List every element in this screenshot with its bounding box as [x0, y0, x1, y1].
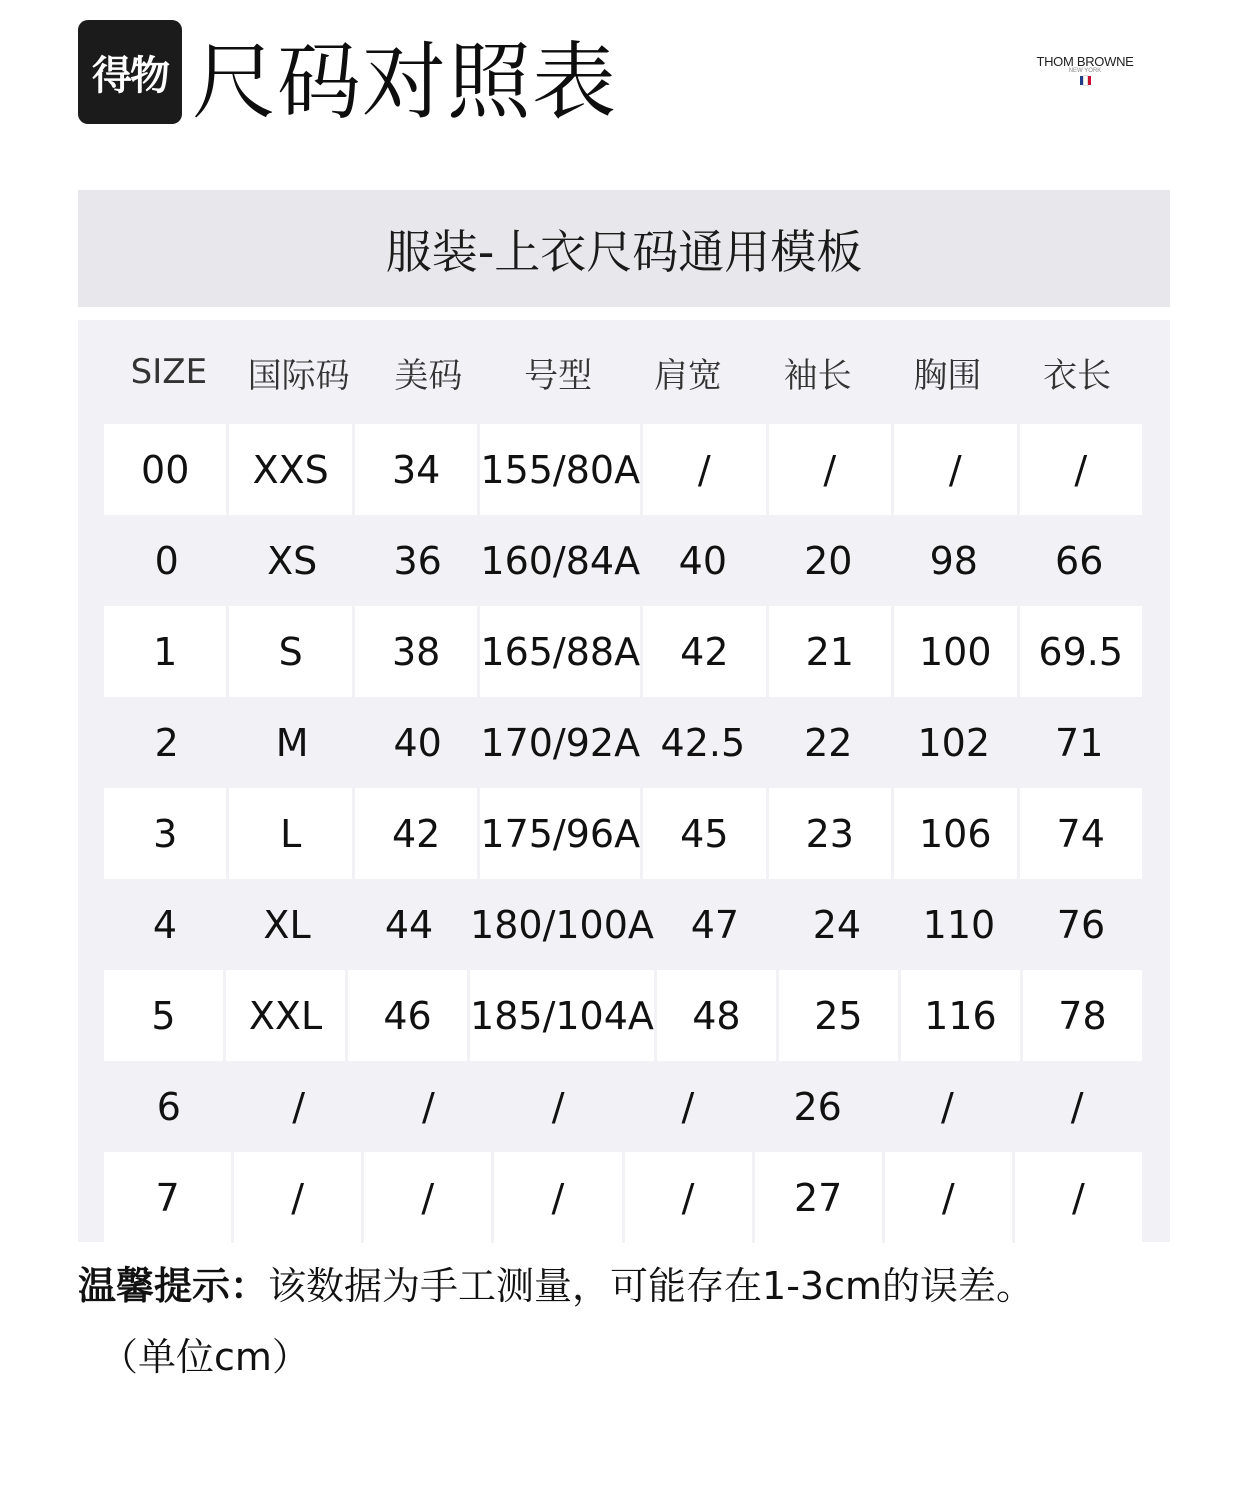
header-size: SIZE [130, 352, 208, 392]
table-cell: 40 [393, 720, 442, 765]
table-cell: / [894, 424, 1019, 515]
header-sleeve: 袖长 [783, 355, 852, 396]
table-cell: 7 [104, 1152, 234, 1243]
table-row [104, 606, 1142, 697]
table-cell: 106 [894, 788, 1019, 879]
table-cell: 36 [393, 538, 442, 583]
table-cell: / [643, 424, 768, 515]
header-chest: 胸围 [913, 355, 982, 396]
table-cell: 110 [922, 902, 996, 947]
table-cell: 44 [384, 902, 434, 947]
table-cell: 00 [104, 424, 229, 515]
header-model: 号型 [524, 355, 593, 396]
table-cell: 102 [917, 720, 991, 765]
table-cell: XS [267, 538, 318, 583]
table-cell: 45 [643, 788, 768, 879]
table-row [104, 424, 1142, 515]
section-title: 服装-上衣尺码通用模板 [385, 224, 863, 279]
app-logo [78, 20, 182, 124]
table-cell: 46 [348, 970, 470, 1061]
table-cell: 42.5 [660, 720, 746, 765]
table-cell: 180/100A [470, 902, 654, 947]
table-cell: 155/80A [480, 424, 643, 515]
table-row [104, 515, 1142, 606]
table-cell: / [1070, 1084, 1084, 1129]
table-cell: 42 [643, 606, 768, 697]
header-length: 衣长 [1043, 355, 1112, 396]
table-cell: 5 [104, 970, 226, 1061]
table-cell: 69.5 [1020, 606, 1142, 697]
stripe-red [1088, 76, 1091, 85]
table-cell: 6 [156, 1084, 181, 1129]
table-cell: 1 [104, 606, 229, 697]
table-row [104, 1152, 1142, 1243]
table-cell: 185/104A [470, 970, 657, 1061]
header-us: 美码 [394, 355, 463, 396]
section-header [78, 190, 1170, 307]
table-cell: / [421, 1084, 435, 1129]
table-cell: 175/96A [480, 788, 643, 879]
header-international: 国际码 [247, 355, 350, 396]
table-cell: 74 [1020, 788, 1142, 879]
table-cell: / [1020, 424, 1142, 515]
table-row [104, 879, 1142, 970]
table-cell: / [292, 1084, 306, 1129]
table-row [104, 697, 1142, 788]
table-cell: / [494, 1152, 624, 1243]
table-cell: 0 [154, 538, 179, 583]
table-row [104, 1061, 1142, 1152]
table-cell: 25 [779, 970, 901, 1061]
table-row [104, 788, 1142, 879]
table-cell: 4 [152, 902, 178, 947]
table-cell: 47 [690, 902, 740, 947]
brand-subtitle: NEW YORK [1068, 68, 1102, 74]
table-cell: 3 [104, 788, 229, 879]
table-cell: 2 [154, 720, 179, 765]
table-header-row [104, 320, 1142, 424]
table-cell: / [940, 1084, 954, 1129]
table-cell: 100 [894, 606, 1019, 697]
table-cell: 23 [769, 788, 894, 879]
note-unit: （单位cm） [100, 1335, 310, 1379]
table-cell: 20 [804, 538, 853, 583]
table-cell: XXL [226, 970, 348, 1061]
note-label: 温馨提示： [78, 1264, 269, 1308]
table-cell: / [769, 424, 894, 515]
table-cell: 160/84A [480, 538, 641, 583]
table-cell: 27 [755, 1152, 885, 1243]
page-title: 尺码对照表 [192, 33, 618, 131]
table-cell: 78 [1023, 970, 1142, 1061]
stripe-blue [1080, 76, 1083, 85]
table-cell: 98 [929, 538, 978, 583]
table-cell: 42 [355, 788, 480, 879]
table-cell: 71 [1055, 720, 1104, 765]
table-cell: S [229, 606, 354, 697]
table-cell: 170/92A [480, 720, 641, 765]
table-cell: 40 [678, 538, 727, 583]
table-cell: / [1015, 1152, 1142, 1243]
table-cell: XL [263, 902, 311, 947]
stripe-white [1084, 76, 1087, 85]
table-cell: 38 [355, 606, 480, 697]
table-cell: / [681, 1084, 695, 1129]
table-cell: 26 [793, 1084, 842, 1129]
table-cell: / [885, 1152, 1015, 1243]
table-cell: / [551, 1084, 565, 1129]
note-text: 该数据为手工测量，可能存在1-3cm的误差。 [268, 1264, 1034, 1308]
table-cell: 116 [901, 970, 1023, 1061]
table-cell: XXS [229, 424, 354, 515]
size-table [78, 320, 1170, 1242]
table-cell: 165/88A [480, 606, 643, 697]
brand-stripe-icon [1020, 76, 1150, 85]
table-cell: / [625, 1152, 755, 1243]
logo-text: 得物 [92, 52, 168, 99]
brand-logo [1020, 54, 1150, 85]
table-cell: 48 [657, 970, 779, 1061]
table-cell: M [275, 720, 309, 765]
table-cell: 66 [1055, 538, 1104, 583]
table-cell: 76 [1056, 902, 1106, 947]
table-body [104, 424, 1142, 1243]
table-row [104, 970, 1142, 1061]
table-cell: / [234, 1152, 364, 1243]
table-cell: / [364, 1152, 494, 1243]
header-shoulder: 肩宽 [653, 355, 722, 396]
table-cell: 24 [812, 902, 862, 947]
table-cell: L [229, 788, 354, 879]
note [78, 1262, 1034, 1311]
table-cell: 34 [355, 424, 480, 515]
table-cell: 21 [769, 606, 894, 697]
brand-name: THOM BROWNE [1036, 54, 1134, 69]
table-cell: 22 [804, 720, 853, 765]
